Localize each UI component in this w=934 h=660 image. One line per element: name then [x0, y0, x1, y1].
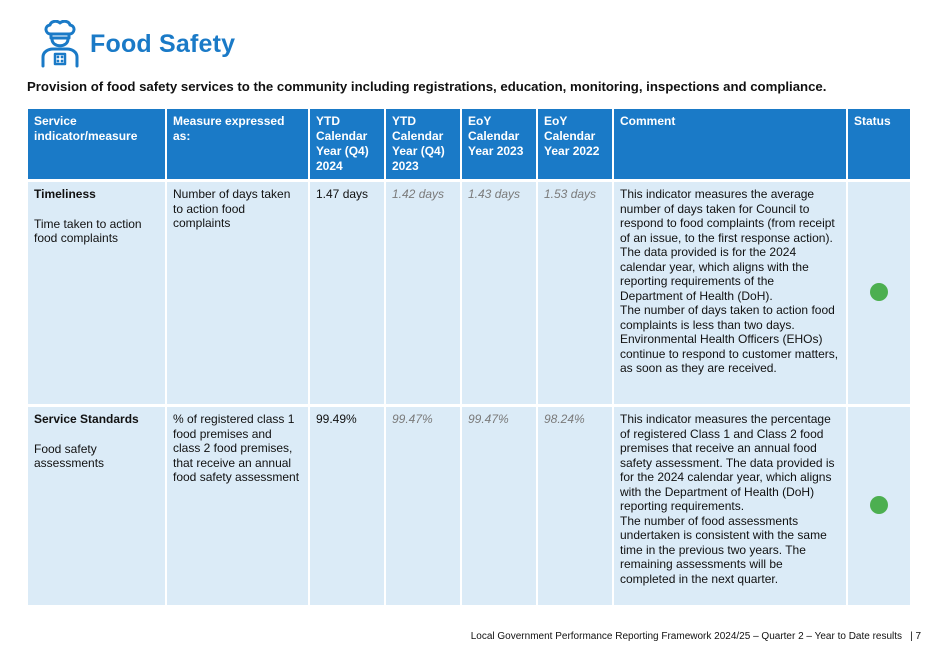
comment-paragraph: The data provided is for the 2024 calendar year, which aligns with the reporting requirements of the Department of Health (DoH).: [620, 245, 809, 303]
table-header-row: [28, 109, 910, 182]
comment-paragraph: This indicator measures the average number of days taken for Council to respond to food complaints (from receipt of an issue, to the first response action).: [620, 187, 835, 245]
ytd-2024-value: 99.49%: [310, 407, 384, 608]
page-intro: Provision of food safety services to the community including registrations, education, monitoring, inspections and compliance.: [27, 79, 827, 94]
ytd-2023-value: 1.42 days: [386, 182, 460, 407]
eoy-2022-value: 98.24%: [538, 407, 612, 608]
col-header-measure: Measure expressed as:: [167, 109, 308, 182]
status-cell: [848, 407, 910, 608]
page-header: [40, 20, 235, 68]
table-row: [28, 182, 910, 407]
comment-paragraph: The number of food assessments undertaken is consistent with the same time in the previous two years. The remaining assessments will be completed in the next quarter.: [620, 513, 827, 586]
status-green-dot-icon: [870, 496, 888, 514]
col-header-ytd-2024: YTD Calendar Year (Q4) 2024: [310, 109, 384, 182]
col-header-eoy-2023: EoY Calendar Year 2023: [462, 109, 536, 182]
page-footer: [471, 631, 921, 642]
col-header-ytd-2023: YTD Calendar Year (Q4) 2023: [386, 109, 460, 182]
indicator-title: Timeliness: [34, 187, 96, 201]
measure-cell: Number of days taken to action food complaints: [167, 182, 308, 407]
col-header-status: Status: [848, 109, 910, 182]
col-header-comment: Comment: [614, 109, 846, 182]
ytd-2024-value: 1.47 days: [310, 182, 384, 407]
eoy-2023-value: 99.47%: [462, 407, 536, 608]
col-header-indicator: Service indicator/measure: [28, 109, 165, 182]
indicator-subtitle: Food safety assessments: [34, 441, 105, 470]
ytd-2023-value: 99.47%: [386, 407, 460, 608]
col-header-eoy-2022: EoY Calendar Year 2022: [538, 109, 612, 182]
comment-cell: [614, 407, 846, 608]
indicator-title: Service Standards: [34, 412, 139, 426]
chef-icon: [40, 20, 80, 68]
eoy-2023-value: 1.43 days: [462, 182, 536, 407]
indicator-cell: [28, 407, 165, 608]
indicator-subtitle: Time taken to action food complaints: [34, 216, 142, 245]
indicator-cell: [28, 182, 165, 407]
comment-paragraph: This indicator measures the percentage of registered Class 1 and Class 2 food premises that receive an annual food safety assessment. The data provided is for the 2024 calendar year, which aligns with the Department of Health (DoH) reporting requirements.: [620, 412, 835, 513]
eoy-2022-value: 1.53 days: [538, 182, 612, 407]
table-row: [28, 407, 910, 608]
page-number: | 7: [910, 631, 921, 642]
status-green-dot-icon: [870, 283, 888, 301]
measure-cell: % of registered class 1 food premises and class 2 food premises, that receive an annual food safety assessment: [167, 407, 308, 608]
comment-cell: [614, 182, 846, 407]
service-table: [26, 109, 912, 608]
comment-paragraph: The number of days taken to action food complaints is less than two days. Environmental Health Officers (EHOs) continue to respond to customer matters, as soon as they are received.: [620, 303, 839, 375]
page-title: Food Safety: [90, 29, 236, 58]
status-cell: [848, 182, 910, 407]
footer-text: Local Government Performance Reporting Framework 2024/25 – Quarter 2 – Year to Date results: [470, 631, 903, 642]
